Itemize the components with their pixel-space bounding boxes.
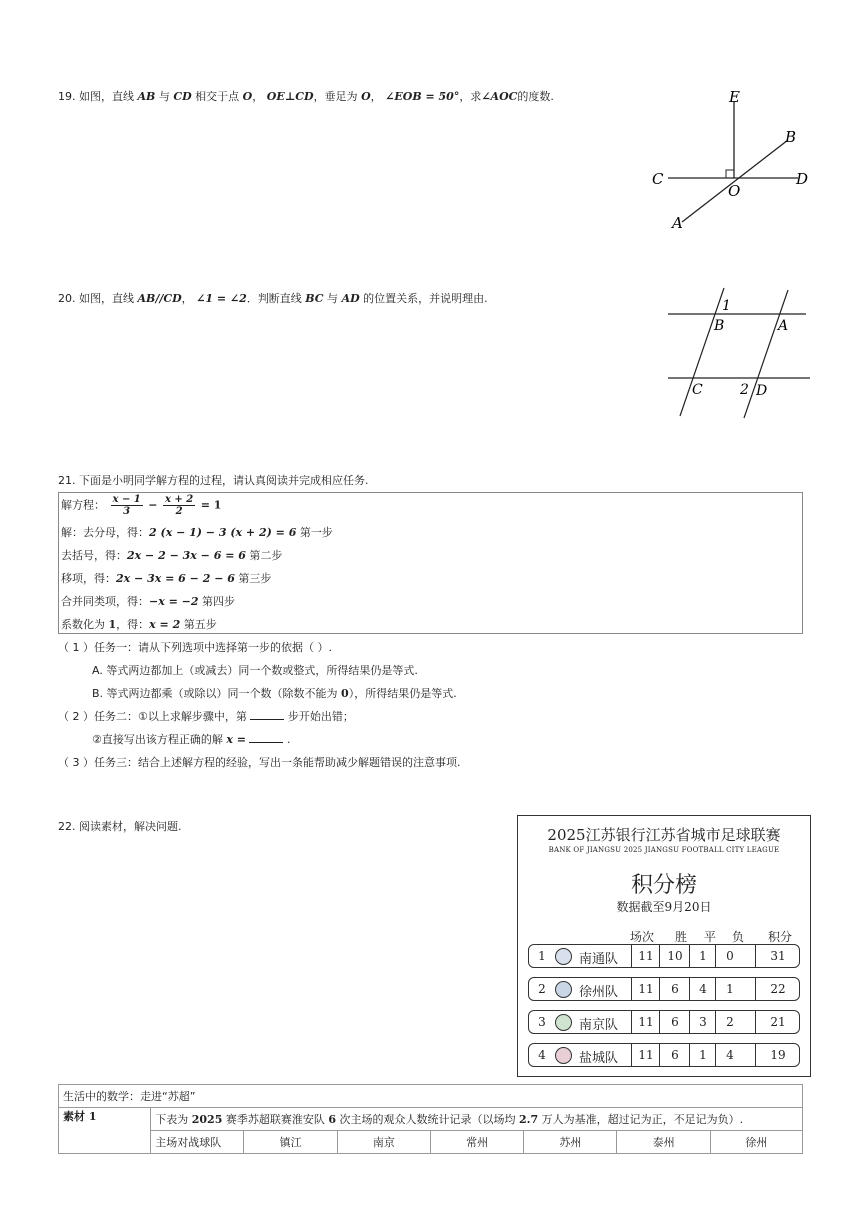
q20-text: 20. 如图，直线 AB//CD， ∠1 = ∠2．判断直线 BC 与 AD 的位置关系，并说明理由. xyxy=(58,292,488,305)
solution-line-2: 解：去分母，得：2 (x − 1) − 3 (x + 2) = 6 第一步 xyxy=(61,526,333,539)
wins: 6 xyxy=(659,1044,690,1066)
q19-text: 19. 如图，直线 AB 与 CD 相交于点 O， OE⊥CD，垂足为 O， ∠EOB = 50°，求∠AOC的度数. xyxy=(58,90,554,103)
points: 19 xyxy=(755,1044,800,1066)
standings-board xyxy=(517,815,811,1077)
material-text: 下表为 2025 赛季苏超联赛淮安队 6 次主场的观众人数统计记录（以场均 2.7 万人为基准，超过记为正，不足记为负）. xyxy=(151,1108,803,1131)
standings-row xyxy=(528,944,800,968)
answer-blank-solution[interactable] xyxy=(249,732,283,743)
board-date: 数据截至9月20日 xyxy=(616,900,712,914)
option-a: A. 等式两边都加上（或减去）同一个数或整式，所得结果仍是等式. xyxy=(92,664,418,677)
standings-row xyxy=(528,1043,800,1067)
right-angle-mark xyxy=(726,170,734,178)
q19-figure xyxy=(640,80,820,240)
header-win: 胜 xyxy=(675,930,688,944)
draws: 4 xyxy=(689,978,716,1000)
label-e: E xyxy=(729,88,740,106)
board-subtitle: BANK OF JIANGSU 2025 JIANGSU FOOTBALL CITY LEAGUE xyxy=(548,846,780,854)
played: 11 xyxy=(631,978,660,1000)
q22-intro: 22. 阅读素材，解决问题. xyxy=(58,820,182,833)
team-name: 南京队 xyxy=(579,1018,619,1033)
points: 31 xyxy=(755,945,800,967)
answer-blank-step[interactable] xyxy=(250,709,284,720)
task-3: （ 3 ）任务三：结合上述解方程的经验，写出一条能帮助减少解题错误的注意事项. xyxy=(58,756,461,769)
rank: 2 xyxy=(538,982,546,996)
label-b: B xyxy=(785,128,797,146)
rank: 4 xyxy=(538,1048,546,1062)
team-logo-icon xyxy=(555,1014,572,1031)
label-o: O xyxy=(728,182,741,200)
draws: 1 xyxy=(689,945,716,967)
label-c: C xyxy=(652,170,664,188)
wins: 10 xyxy=(659,945,690,967)
solution-box xyxy=(58,492,803,634)
header-points: 积分 xyxy=(768,930,793,944)
team-cell: 泰州 xyxy=(617,1131,710,1154)
label-1: 1 xyxy=(722,298,731,314)
task-1: （ 1 ）任务一：请从下列选项中选择第一步的依据（ ）. xyxy=(58,641,332,654)
team-cell: 南京 xyxy=(337,1131,430,1154)
solution-line-4: 移项，得：2x − 3x = 6 − 2 − 6 第三步 xyxy=(61,572,272,585)
team-logo-icon xyxy=(555,1047,572,1064)
losses: 4 xyxy=(715,1044,744,1066)
board-heading: 积分榜 xyxy=(630,873,697,898)
points: 22 xyxy=(755,978,800,1000)
header-played: 场次 xyxy=(630,930,655,944)
losses: 2 xyxy=(715,1011,744,1033)
header-draw: 平 xyxy=(704,930,717,944)
label-2: 2 xyxy=(740,382,749,398)
label-a: A xyxy=(672,214,683,232)
solution-line-6: 系数化为 1，得：x = 2 第五步 xyxy=(61,618,217,631)
team-logo-icon xyxy=(555,981,572,998)
team-name: 盐城队 xyxy=(579,1051,619,1066)
team-name: 南通队 xyxy=(579,952,619,967)
fraction-1: $\frac{x - 1}{3}$ xyxy=(112,494,141,517)
q20-figure xyxy=(660,282,820,422)
wins: 6 xyxy=(659,978,690,1000)
label-c: C xyxy=(692,382,703,398)
played: 11 xyxy=(631,1044,660,1066)
label-d: D xyxy=(796,170,809,188)
team-cell: 苏州 xyxy=(524,1131,617,1154)
losses: 1 xyxy=(715,978,744,1000)
material-table xyxy=(58,1084,803,1154)
team-cell: 常州 xyxy=(430,1131,523,1154)
task-2: （ 2 ）任务二：①以上求解步骤中，第 步开始出错； xyxy=(58,710,354,723)
column-label: 主场对战球队 xyxy=(151,1131,244,1154)
board-title: 2025江苏银行江苏省城市足球联赛 xyxy=(547,826,781,844)
fraction-2: $\frac{x + 2}{2}$ xyxy=(164,494,194,517)
solution-line-1: 解方程： $\frac{x - 1}{3}$ − $\frac{x + 2}{2}$ = 1 xyxy=(61,494,222,517)
draws: 3 xyxy=(689,1011,716,1033)
team-logo-icon xyxy=(555,948,572,965)
played: 11 xyxy=(631,945,660,967)
team-cell: 镇江 xyxy=(244,1131,337,1154)
wins: 6 xyxy=(659,1011,690,1033)
team-cell: 徐州 xyxy=(710,1131,802,1154)
rank: 3 xyxy=(538,1015,546,1029)
label-a: A xyxy=(778,318,789,334)
draws: 1 xyxy=(689,1044,716,1066)
table-header: 生活中的数学：走进“苏超” xyxy=(59,1085,803,1108)
solution-line-3: 去括号，得：2x − 2 − 3x − 6 = 6 第二步 xyxy=(61,549,283,562)
q21-intro: 21. 下面是小明同学解方程的过程，请认真阅读并完成相应任务. xyxy=(58,474,369,487)
line-ab xyxy=(682,140,788,222)
rank: 1 xyxy=(538,949,546,963)
points: 21 xyxy=(755,1011,800,1033)
label-d: D xyxy=(756,383,768,399)
losses: 0 xyxy=(715,945,744,967)
option-b: B. 等式两边都乘（或除以）同一个数（除数不能为 0），所得结果仍是等式. xyxy=(92,687,457,700)
standings-row xyxy=(528,977,800,1001)
header-loss: 负 xyxy=(732,930,745,944)
task-2-part-2: ②直接写出该方程正确的解 x = . xyxy=(92,733,291,746)
material-label: 素材 1 xyxy=(59,1108,151,1154)
label-b: B xyxy=(714,318,725,334)
team-name: 徐州队 xyxy=(579,985,619,1000)
played: 11 xyxy=(631,1011,660,1033)
solution-line-5: 合并同类项，得：−x = −2 第四步 xyxy=(61,595,236,608)
standings-row xyxy=(528,1010,800,1034)
